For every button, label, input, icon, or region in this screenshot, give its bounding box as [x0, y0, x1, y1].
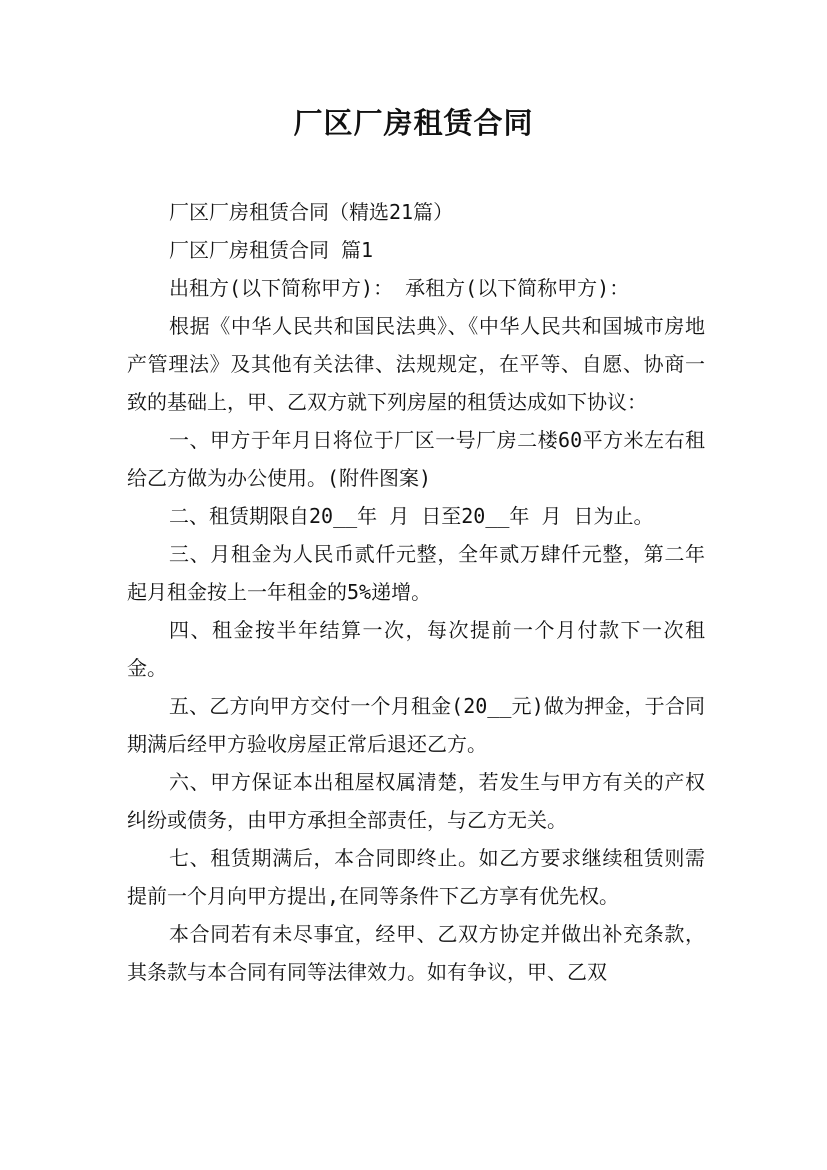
paragraph-clause-5: 五、乙方向甲方交付一个月租金(20__元)做为押金，于合同期满后经甲方验收房屋正常后退还乙方。 — [127, 694, 705, 756]
paragraph-parties: 出租方(以下简称甲方)： 承租方(以下简称甲方)： — [169, 276, 630, 300]
paragraph-clause-2: 二、租赁期限自20__年 月 日至20__年 月 日为止。 — [169, 504, 654, 528]
paragraph-collection-title: 厂区厂房租赁合同（精选21篇） — [169, 200, 454, 224]
paragraph-clause-6: 六、甲方保证本出租屋权属清楚，若发生与甲方有关的产权纠纷或债务，由甲方承担全部责任，与乙方无关。 — [127, 770, 705, 832]
document-title: 厂区厂房租赁合同 — [293, 106, 534, 140]
paragraph-article-heading: 厂区厂房租赁合同 篇1 — [169, 238, 374, 262]
paragraph-clause-1: 一、甲方于年月日将位于厂区一号厂房二楼60平方米左右租给乙方做为办公使用。(附件图案) — [127, 428, 705, 490]
paragraph-clause-3: 三、月租金为人民币贰仟元整，全年贰万肆仟元整，第二年起月租金按上一年租金的5%递增。 — [127, 542, 705, 604]
paragraph-supplement: 本合同若有未尽事宜，经甲、乙双方协定并做出补充条款，其条款与本合同有同等法律效力。如有争议，甲、乙双 — [127, 922, 705, 984]
paragraph-clause-7: 七、租赁期满后，本合同即终止。如乙方要求继续租赁则需提前一个月向甲方提出,在同等条件下乙方享有优先权。 — [127, 846, 705, 908]
document-body — [127, 193, 705, 991]
paragraph-preamble: 根据《中华人民共和国民法典》、《中华人民共和国城市房地产管理法》及其他有关法律、法规规定，在平等、自愿、协商一致的基础上，甲、乙双方就下列房屋的租赁达成如下协议： — [127, 314, 705, 414]
paragraph-clause-4: 四、租金按半年结算一次，每次提前一个月付款下一次租金。 — [127, 618, 705, 680]
